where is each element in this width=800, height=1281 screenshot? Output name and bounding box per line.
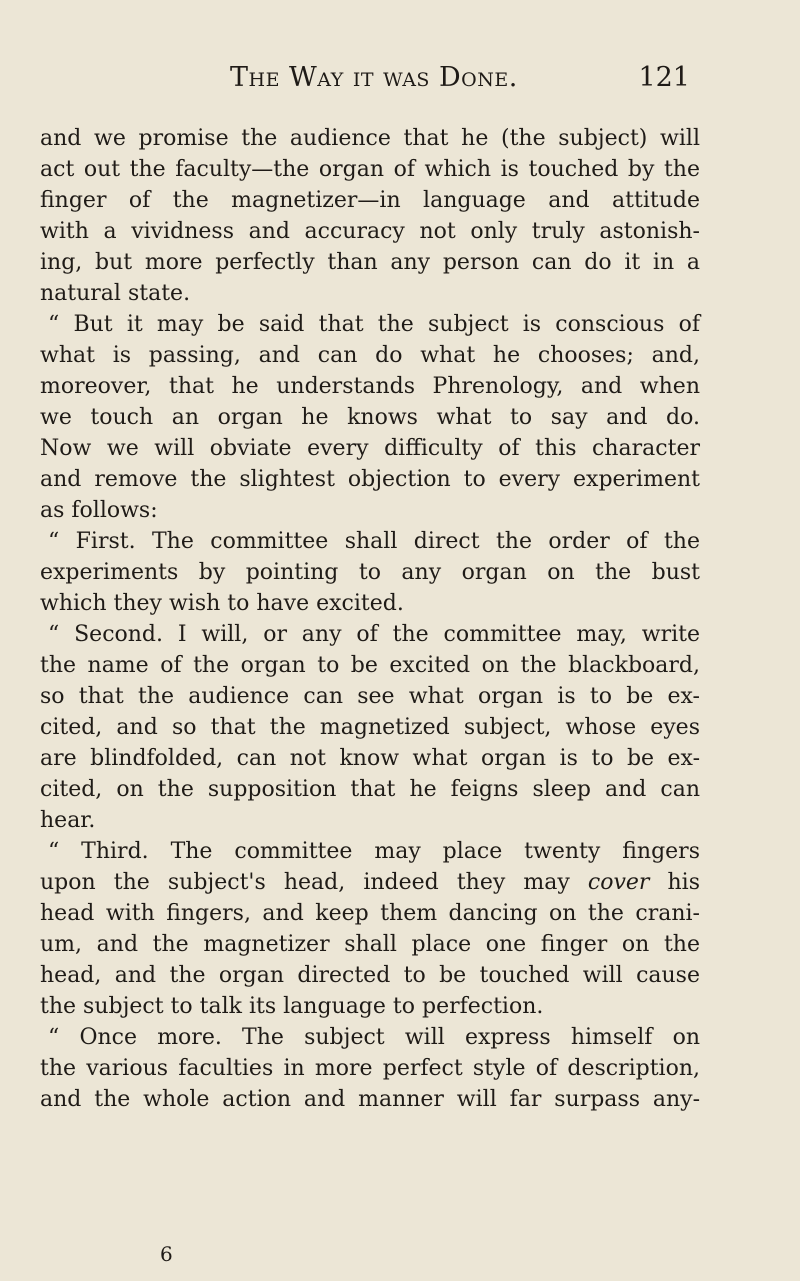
text-line: are blindfolded, can not know what organ is to be ex- [40, 746, 700, 771]
text-line: with a vividness and accuracy not only truly astonish- [40, 219, 700, 244]
text-line: “ Second. I will, or any of the committee may, write [48, 622, 700, 647]
text-line: we touch an organ he knows what to say and do. [40, 405, 700, 430]
text-line: “ But it may be said that the subject is conscious of [48, 312, 700, 337]
page-header [120, 62, 690, 102]
text-line: what is passing, and can do what he chooses; and, [40, 343, 700, 368]
text-line: “ Once more. The subject will express himself on [48, 1025, 700, 1050]
text-line: the name of the organ to be excited on the blackboard, [40, 653, 700, 678]
text-line: Now we will obviate every difficulty of this character [40, 436, 700, 461]
text-line: experiments by pointing to any organ on the bust [40, 560, 700, 585]
line-end: his [649, 870, 700, 895]
text-line: um, and the magnetizer shall place one finger on the [40, 932, 700, 957]
text-line: moreover, that he understands Phrenology, and when [40, 374, 700, 399]
signature-mark: 6 [160, 1242, 173, 1266]
running-title: The Way it was Done. [230, 62, 518, 93]
text-line: hear. [40, 808, 96, 833]
text-line: cited, on the supposition that he feigns sleep and can [40, 777, 700, 802]
text-line: and the whole action and manner will far surpass any- [40, 1087, 700, 1112]
line-start: upon the subject's head, indeed they may [40, 870, 588, 895]
text-line: head, and the organ directed to be touched will cause [40, 963, 700, 988]
text-line: cited, and so that the magnetized subject, whose eyes [40, 715, 700, 740]
text-line: act out the faculty—the organ of which is touched by the [40, 157, 700, 182]
text-line: the various faculties in more perfect style of description, [40, 1056, 700, 1081]
text-line: and we promise the audience that he (the subject) will [40, 126, 700, 151]
text-line: as follows: [40, 498, 158, 523]
text-line-with-emphasis [40, 867, 700, 898]
text-line: head with fingers, and keep them dancing on the crani- [40, 901, 700, 926]
text-line: and remove the slightest objection to every experiment [40, 467, 700, 492]
text-line: which they wish to have excited. [40, 591, 404, 616]
text-line: so that the audience can see what organ is to be ex- [40, 684, 700, 709]
text-line: the subject to talk its language to perfection. [40, 994, 544, 1019]
text-line: finger of the magnetizer—in language and attitude [40, 188, 700, 213]
text-line: “ First. The committee shall direct the order of the [48, 529, 700, 554]
text-line: natural state. [40, 281, 191, 306]
text-line: ing, but more perfectly than any person can do it in a [40, 250, 700, 275]
emphasis-word: cover [587, 870, 650, 895]
text-line: “ Third. The committee may place twenty fingers [48, 839, 700, 864]
body-text [40, 123, 700, 1115]
page-number: 121 [638, 62, 690, 93]
